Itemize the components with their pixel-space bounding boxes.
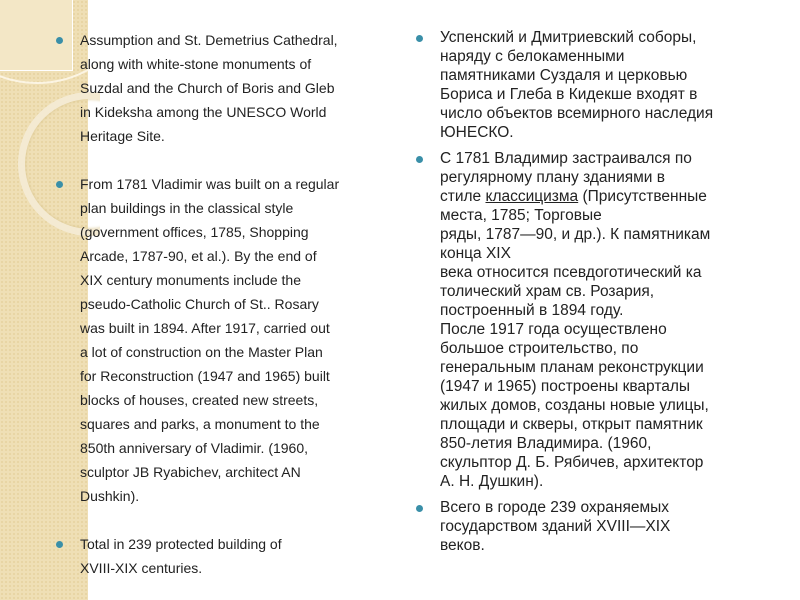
text-line: регулярному плану зданиями в — [440, 169, 665, 186]
bullet-item — [440, 28, 790, 142]
text-line: a lot of construction on the Master Plan — [80, 344, 323, 360]
bullet-icon — [56, 181, 63, 188]
text-line: жилых домов, созданы новые улицы, — [440, 397, 709, 414]
text-line: ряды, 1787—90, и др.). К памятникам — [440, 226, 711, 243]
text-line: Assumption and St. Demetrius Cathedral, — [80, 32, 338, 48]
text-line: скульптор Д. Б. Рябичев, архитектор — [440, 454, 704, 471]
text-line: From 1781 Vladimir was built on a regular — [80, 176, 340, 192]
text-line: Всего в городе 239 охраняемых — [440, 499, 670, 516]
text-line: in Kideksha among the UNESCO World — [80, 104, 327, 120]
text-line: Suzdal and the Church of Boris and Gleb — [80, 80, 335, 96]
text-line: генеральным планам реконструкции — [440, 359, 704, 376]
text-line: along with white-stone monuments of — [80, 56, 312, 72]
text-line: was built in 1894. After 1917, carried out — [80, 320, 330, 336]
bullet-item — [80, 172, 400, 508]
text-line: С 1781 Владимир застраивался по — [440, 150, 692, 167]
text-line: pseudo-Catholic Church of St.. Rosary — [80, 296, 319, 312]
text-line: Успенский и Дмитриевский соборы, — [440, 29, 697, 46]
text-line: (1947 и 1965) построены кварталы — [440, 378, 691, 395]
russian-text-column — [440, 28, 790, 555]
bullet-icon — [416, 505, 423, 512]
text-line: веков. — [440, 537, 485, 554]
text-line: большое строительство, по — [440, 340, 639, 357]
text-line: blocks of houses, created new streets, — [80, 392, 319, 408]
text-line: число объектов всемирного наследия — [440, 105, 714, 122]
text-line: XVIII-XIX centuries. — [80, 560, 203, 576]
bullet-item — [80, 28, 400, 148]
bullet-item — [440, 498, 790, 555]
text-line: sculptor JB Ryabichev, architect AN — [80, 464, 301, 480]
text-line: построенный в 1894 году. — [440, 302, 624, 319]
text-line: ЮНЕСКО. — [440, 124, 514, 141]
text-line: Dushkin). — [80, 488, 140, 504]
bullet-item — [80, 532, 400, 580]
text-line: Arcade, 1787-90, et al.). By the end of — [80, 248, 317, 264]
text-line: Бориса и Глеба в Кидекше входят в — [440, 86, 698, 103]
text-line: После 1917 года осуществлено — [440, 321, 667, 338]
text-line: памятниками Суздаля и церковью — [440, 67, 688, 84]
text-line: государством зданий XVIII—XIX — [440, 518, 671, 535]
text-line: места, 1785; Торговые — [440, 207, 602, 224]
text-line: squares and parks, a monument to the — [80, 416, 320, 432]
text-line: (government offices, 1785, Shopping — [80, 224, 309, 240]
text-line: толический храм св. Розария, — [440, 283, 655, 300]
bullet-item — [440, 149, 790, 491]
text-line: Heritage Site. — [80, 128, 165, 144]
text-line: 850th anniversary of Vladimir. (1960, — [80, 440, 309, 456]
bullet-icon — [56, 37, 63, 44]
text-line: конца XIX — [440, 245, 511, 262]
text-line: площади и скверы, открыт памятник — [440, 416, 703, 433]
bullet-icon — [416, 156, 423, 163]
english-text-column — [80, 28, 400, 580]
text-line: века относится псевдоготический ка — [440, 264, 702, 281]
bullet-icon — [416, 35, 423, 42]
text-line: А. Н. Душкин). — [440, 473, 544, 490]
text-line: for Reconstruction (1947 and 1965) built — [80, 368, 330, 384]
bullet-icon — [56, 541, 63, 548]
text-line: 850-летия Владимира. (1960, — [440, 435, 652, 452]
classicism-link[interactable]: классицизма — [485, 188, 579, 205]
text-line: XIX century monuments include the — [80, 272, 302, 288]
text-line: Total in 239 protected building of — [80, 536, 282, 552]
text-line: стиле классицизма (Присутственные — [440, 188, 707, 205]
text-line: наряду с белокаменными — [440, 48, 625, 65]
text-line: plan buildings in the classical style — [80, 200, 294, 216]
